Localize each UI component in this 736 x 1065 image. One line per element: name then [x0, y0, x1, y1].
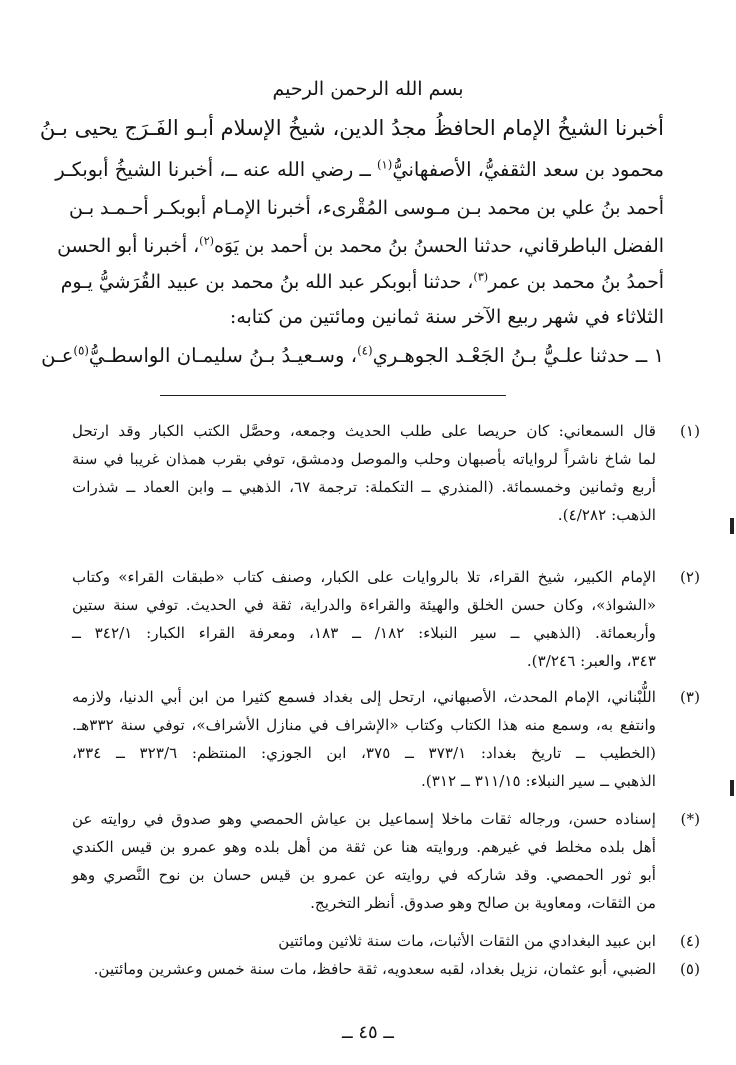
main-text-line [92, 306, 664, 328]
footnote-line: قال السمعاني: كان حريصا على طلب الحديث وجمعه، وحصَّل الكتب الكبار وقد ارتحل [72, 422, 656, 440]
main-text-line [60, 270, 664, 293]
footnote-ref: (٣) [473, 270, 489, 284]
footnote-ref: (٤) [357, 343, 373, 358]
footnote-line: ٣٤٣، والعبر: ٣/٢٤٦). [526, 652, 656, 670]
scan-edge-mark [730, 518, 734, 534]
footnote-line: الضبي، أبو عثمان، نزيل بغداد، لقبه سعدويه، ثقة حافظ، مات سنة خمس وعشرين ومائتين. [93, 960, 656, 978]
basmala-heading: بسم الله الرحمن الرحيم [272, 78, 464, 100]
page-number: ــ ٤٥ ــ [342, 1022, 394, 1043]
hadith-line [41, 343, 664, 367]
footnote-marker: (٣) [679, 688, 700, 706]
footnote-marker: (*) [680, 810, 700, 828]
main-text-segment: ، حدثنا أبوبكر عبد الله بنُ محمد بن عبيد القُرَشيُّ يـوم [60, 272, 474, 293]
main-text-line [55, 157, 664, 181]
main-text-segment: محمود بن سعد الثقفيُّ، الأصفهانيُّ [392, 158, 664, 181]
footnote-line: أهل بلده مخلط في غيرهم. وروايته هنا عن ثقة من أهل بلده وهو عمرو بن قيس الكندي [72, 838, 656, 856]
main-text-line [39, 116, 664, 140]
main-text-segment: ــ رضي الله عنه ــ، أخبرنا الشيخُ أبوبكـر [55, 158, 377, 181]
footnote-line: وأربعمائة. (الذهبي ــ سير النبلاء: ١٨٢/ ــ ١٨٣، ومعرفة القراء الكبار: ٣٤٢/١ ــ [72, 624, 657, 642]
footnote-ref: (٥) [73, 343, 89, 358]
footnote-marker: (٥) [679, 960, 700, 978]
footnote-line: اللُّبْناني، الإمام المحدث، الأصبهاني، ارتحل إلى بغداد فسمع كثيرا من ابن أبي الدنيا، ولازمه [72, 688, 656, 706]
main-text-segment: أخبرنا الشيخُ الإمام الحافظُ مجدُ الدين، شيخُ الإسلام أبـو الفَـرَج يحيى بـنُ [39, 116, 664, 140]
footnote-line: «الشواذ»، وكان حسن الخلق والهيئة والقراءة والدراية، ثقة في الحديث. توفي سنة ستين [72, 596, 656, 614]
footnote-ref: (١) [376, 157, 393, 172]
footnote-line: إسناده حسن، ورجاله ثقات ماخلا إسماعيل بن عياش الحمصي وهو صدوق في روايته عن [72, 810, 656, 828]
footnote-line: الذهبي ــ سير النبلاء: ٣١١/١٥ ــ ٣١٢). [420, 772, 656, 790]
footnote-line: من الثقات، ومعاوية بن صالح وهو صدوق. أنظر التخريج. [310, 894, 656, 912]
footnote-marker: (١) [679, 422, 700, 440]
footnote-marker: (٢) [679, 568, 700, 586]
footnote-line: الإمام الكبير، شيخ القراء، تلا بالروايات على الكبار، وصنف كتاب «طبقات القراء» وكتاب [72, 568, 656, 586]
footnote-line: أبو ثور الحمصي. وقد شاركه في روايته عن عمرو بن قيس حسان بن نوح النَّصري وهو [72, 866, 656, 884]
main-text-segment: ، أخبرنا أبو الحسن [57, 236, 200, 257]
main-text-segment: الثلاثاء في شهر ربيع الآخر سنة ثمانين ومائتين من كتابه: [229, 306, 664, 328]
main-text-segment: الفضل الباطرقاني، حدثنا الحسنُ بنُ محمد بن أحمد بن يَوَه [214, 236, 664, 257]
footnote-line: ابن عبيد البغدادي من الثقات الأثبات، مات سنة ثلاثين ومائتين [278, 932, 656, 950]
footnote-line: وانتفع به، وسمع منه هذا الكتاب وكتاب «الإشراف في منازل الأشراف»، توفي سنة ٣٣٢هـ. [72, 716, 656, 734]
main-text-segment: أحمد بنُ علي بن محمد بـن مـوسى المُقْرىء، أخبرنا الإمـام أبوبكـر أحـمـد بـن [69, 198, 664, 219]
footnote-marker: (٤) [679, 932, 700, 950]
hadith-text: ١ ــ حدثنا علـيُّ بـنُ الجَعْـد الجوهـري [372, 344, 664, 367]
hadith-text: ، وسـعيـدُ بـنُ سليمـان الواسطـيُّ [88, 344, 358, 367]
main-text-line [57, 234, 664, 257]
main-text-line [69, 198, 664, 219]
footnote-line: (الخطيب ــ تاريخ بغداد: ٣٧٣/١ ــ ٣٧٥، ابن الجوزي: المنتظم: ٣٢٣/٦ ــ ٣٣٤، [72, 744, 656, 762]
footnote-line: لما شاخ ناشراً لرواياته بأصبهان وحلب والموصل ودمشق، توفي بقرب همذان غريبا في سنة [72, 450, 656, 468]
scan-edge-mark [730, 780, 734, 796]
footnote-divider [160, 395, 506, 396]
main-text-segment: أحمدُ بنُ محمد بن عمر [488, 272, 664, 293]
hadith-text: عـن [41, 344, 74, 367]
footnote-line: الذهب: ٤/٢٨٢). [557, 506, 656, 524]
footnote-ref: (٢) [199, 234, 215, 248]
footnote-line: أربع وثمانين وخمسمائة. (المنذري ــ التكملة: ترجمة ٦٧، الذهبي ــ وابن العماد ــ شذرات [72, 478, 656, 496]
